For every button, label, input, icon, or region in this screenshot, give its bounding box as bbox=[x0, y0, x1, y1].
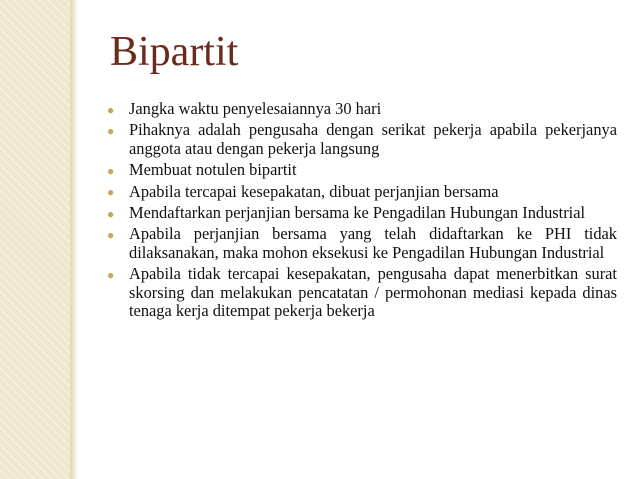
bullet-text: Apabila perjanjian bersama yang telah didaftarkan ke PHI tidak dilaksanakan, maka mohon eksekusi ke Pengadilan Hubungan Industrial bbox=[129, 224, 617, 262]
bullet-text: Pihaknya adalah pengusaha dengan serikat pekerja apabila pekerjanya anggota atau dengan pekerja langsung bbox=[129, 120, 617, 158]
bullet-text: Jangka waktu penyelesaiannya 30 hari bbox=[129, 99, 382, 118]
bullet-item bbox=[107, 183, 617, 201]
decorative-band-edge bbox=[70, 0, 78, 479]
bullet-list bbox=[107, 100, 617, 323]
bullet-text: Membuat notulen bipartit bbox=[129, 160, 297, 180]
bullet-item bbox=[107, 225, 617, 262]
bullet-dot-icon: ● bbox=[107, 102, 115, 117]
bullet-text: Apabila tidak tercapai kesepakatan, pengusaha dapat menerbitkan surat skorsing dan melakukan pencatatan / permohonan mediasi kepada dinas tenaga kerja ditempat pekerja bekerja bbox=[129, 264, 617, 321]
bullet-text: Mendaftarkan perjanjian bersama ke Pengadilan Hubungan Industrial bbox=[129, 203, 586, 223]
bullet-item bbox=[107, 100, 617, 118]
bullet-item bbox=[107, 265, 617, 320]
bullet-dot-icon: ● bbox=[107, 123, 115, 138]
bullet-item bbox=[107, 161, 617, 179]
bullet-dot-icon: ● bbox=[107, 206, 115, 221]
slide-title: Bipartit bbox=[110, 29, 239, 75]
bullet-item bbox=[107, 204, 617, 222]
bullet-dot-icon: ● bbox=[107, 185, 115, 200]
bullet-text: Apabila tercapai kesepakatan, dibuat perjanjian bersama bbox=[129, 181, 499, 201]
bullet-item bbox=[107, 121, 617, 158]
bullet-dot-icon: ● bbox=[107, 163, 115, 178]
bullet-dot-icon: ● bbox=[107, 267, 115, 282]
bullet-dot-icon: ● bbox=[107, 227, 115, 242]
decorative-left-band bbox=[0, 0, 70, 479]
